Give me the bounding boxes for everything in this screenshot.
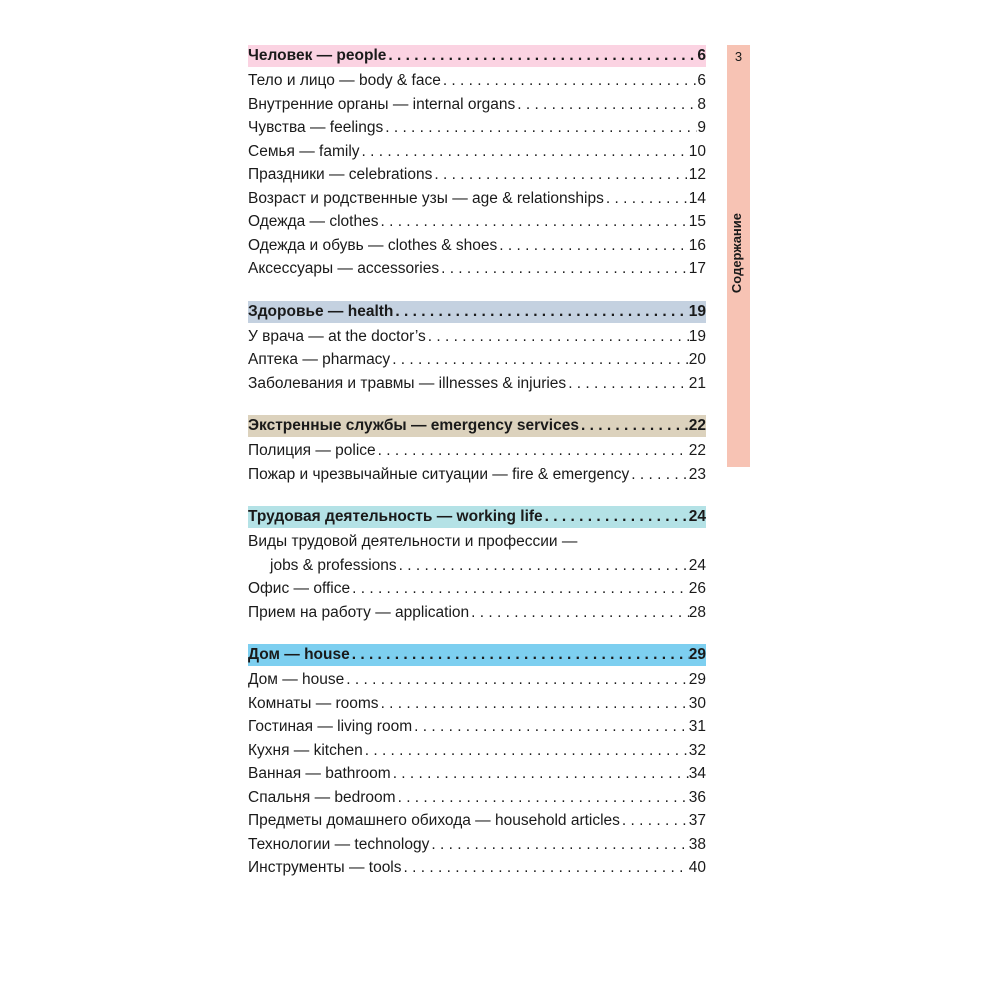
entry-title: Чувства — feelings [248, 119, 384, 136]
page-number: 19 [688, 302, 706, 320]
leader-dots [604, 187, 689, 211]
section-header[interactable] [248, 45, 706, 67]
toc-entry[interactable] [248, 833, 706, 857]
toc-entry[interactable] [248, 348, 706, 372]
leader-dots [383, 116, 697, 140]
page-number: 32 [688, 741, 706, 759]
section-emergency-services [248, 415, 706, 486]
leader-dots [412, 715, 689, 739]
leader-dots [497, 234, 688, 258]
entry-title: Аксессуары — accessories [248, 260, 440, 277]
leader-dots [402, 856, 689, 880]
page-number: 8 [697, 95, 706, 113]
toc-entry[interactable] [248, 577, 706, 601]
page-number: 19 [688, 327, 706, 345]
toc-entry[interactable] [248, 692, 706, 716]
page-number: 40 [688, 859, 706, 876]
page-number: 22 [688, 417, 706, 434]
toc-entry[interactable] [248, 786, 706, 810]
leader-dots [391, 762, 689, 786]
section-people [248, 45, 706, 281]
section-title: Дом — house [248, 646, 350, 663]
page-number: 36 [688, 788, 706, 806]
page-number: 31 [688, 718, 706, 735]
toc-entry[interactable] [248, 762, 706, 786]
entry-title: Полиция — police [248, 442, 376, 459]
leader-dots [579, 415, 689, 437]
entry-title: Тело и лицо — body & face [248, 72, 441, 89]
leader-dots [386, 45, 697, 67]
page-number-tab: 3 [734, 49, 743, 64]
leader-dots [393, 301, 688, 323]
leader-dots [432, 163, 688, 187]
toc-entry[interactable] [248, 210, 706, 234]
page-number: 29 [688, 646, 706, 663]
section-header[interactable] [248, 506, 706, 528]
toc-entry[interactable] [248, 554, 706, 578]
entry-title: Инструменты — tools [248, 859, 402, 876]
section-header[interactable] [248, 301, 706, 323]
entry-title: Кухня — kitchen [248, 741, 363, 759]
toc-entry[interactable] [248, 93, 706, 117]
page-number: 9 [697, 119, 706, 136]
toc-entry[interactable] [248, 530, 706, 554]
page-number: 24 [688, 556, 706, 574]
entry-title: Спальня — bedroom [248, 788, 396, 806]
leader-dots [629, 463, 689, 487]
leader-dots [566, 372, 689, 396]
toc-entry[interactable] [248, 856, 706, 880]
toc-entry[interactable] [248, 116, 706, 140]
page-number: 24 [688, 508, 706, 525]
leader-dots [515, 93, 697, 117]
toc-entry[interactable] [248, 668, 706, 692]
page-number: 6 [697, 72, 706, 89]
toc-entry[interactable] [248, 463, 706, 487]
page-number: 26 [688, 580, 706, 597]
entry-title: Дом — house [248, 671, 345, 688]
leader-dots [620, 809, 689, 833]
section-house [248, 644, 706, 880]
leader-dots [363, 739, 689, 763]
entry-title: Праздники — celebrations [248, 166, 433, 183]
entry-title: Технологии — technology [248, 835, 430, 853]
page-number: 15 [688, 213, 706, 230]
entry-title: jobs & professions [270, 556, 397, 574]
section-health [248, 301, 706, 396]
section-title: Экстренные службы — emergency services [248, 417, 579, 434]
toc-entry[interactable] [248, 257, 706, 281]
entry-title: Виды трудовой деятельности и профессии — [248, 533, 578, 550]
entry-title: Прием на работу — application [248, 603, 470, 621]
page-number: 14 [688, 189, 706, 207]
leader-dots [429, 833, 688, 857]
entry-title: Пожар и чрезвычайные ситуации — fire & emergency [248, 465, 630, 483]
chapter-side-tab[interactable] [727, 45, 750, 467]
toc-entry[interactable] [248, 140, 706, 164]
page-number: 21 [688, 374, 706, 392]
page-number: 34 [688, 765, 706, 782]
entry-title: Предметы домашнего обихода — household articles [248, 812, 620, 829]
toc-entry[interactable] [248, 163, 706, 187]
toc-entry[interactable] [248, 69, 706, 93]
page-number: 17 [688, 260, 706, 277]
page-number: 12 [688, 166, 706, 183]
leader-dots [376, 439, 689, 463]
entry-title: Семья — family [248, 142, 360, 160]
toc-entry[interactable] [248, 739, 706, 763]
entry-title: Одежда — clothes [248, 213, 379, 230]
toc-entry[interactable] [248, 439, 706, 463]
entry-title: Ванная — bathroom [248, 765, 391, 782]
page-number: 6 [697, 47, 706, 64]
entry-title: Возраст и родственные узы — age & relationships [248, 189, 604, 207]
section-working-life [248, 506, 706, 624]
page-number: 37 [688, 812, 706, 829]
table-of-contents [248, 45, 706, 900]
toc-entry[interactable] [248, 325, 706, 349]
leader-dots [344, 668, 688, 692]
page-number: 10 [688, 142, 706, 160]
entry-title: Внутренние органы — internal organs [248, 95, 516, 113]
leader-dots [390, 348, 689, 372]
page-number: 28 [688, 603, 706, 621]
section-header[interactable] [248, 415, 706, 437]
page-number: 16 [688, 236, 706, 254]
leader-dots [378, 210, 688, 234]
section-title: Трудовая деятельность — working life [248, 508, 543, 525]
entry-title: Офис — office [248, 580, 351, 597]
leader-dots [360, 140, 689, 164]
page-number: 38 [688, 835, 706, 853]
chapter-label: Содержание [729, 213, 744, 294]
page-number: 22 [688, 442, 706, 459]
leader-dots [543, 506, 689, 528]
section-header[interactable] [248, 644, 706, 666]
leader-dots [350, 577, 689, 601]
entry-title: Одежда и обувь — clothes & shoes [248, 236, 498, 254]
toc-entry[interactable] [248, 715, 706, 739]
toc-entry[interactable] [248, 234, 706, 258]
entry-title: Гостиная — living room [248, 718, 413, 735]
entry-title: Заболевания и травмы — illnesses & injuries [248, 374, 567, 392]
page-number: 20 [688, 351, 706, 368]
leader-dots [426, 325, 689, 349]
entry-title: Комнаты — rooms [248, 694, 379, 712]
entry-title: Аптека — pharmacy [248, 351, 391, 368]
page-number: 23 [688, 465, 706, 483]
toc-entry[interactable] [248, 809, 706, 833]
leader-dots [441, 69, 698, 93]
leader-dots [469, 601, 689, 625]
page-number: 29 [688, 671, 706, 688]
toc-entry[interactable] [248, 601, 706, 625]
toc-entry[interactable] [248, 372, 706, 396]
toc-entry[interactable] [248, 187, 706, 211]
section-title: Человек — people [248, 47, 387, 64]
section-title: Здоровье — health [248, 302, 394, 320]
page-number: 30 [688, 694, 706, 712]
leader-dots [350, 644, 689, 666]
entry-title: У врача — at the doctor’s [248, 327, 426, 345]
leader-dots [396, 786, 689, 810]
leader-dots [397, 554, 689, 578]
leader-dots [379, 692, 689, 716]
leader-dots [439, 257, 689, 281]
